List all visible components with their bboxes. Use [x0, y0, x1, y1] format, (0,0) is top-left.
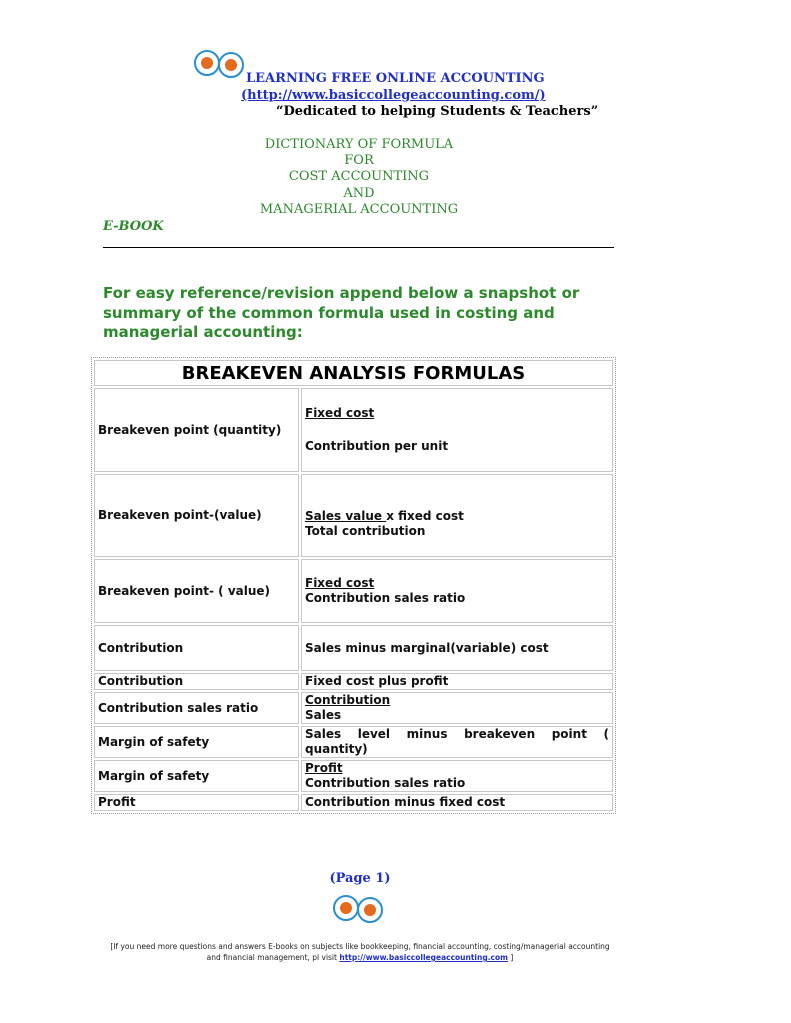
doc-title-line-3: COST ACCOUNTING — [288, 169, 430, 184]
row-formula: Fixed cost plus profit — [301, 673, 613, 690]
row-label: Breakeven point- ( value) — [94, 559, 299, 623]
formula-numerator: Profit — [305, 761, 343, 775]
table-row — [94, 388, 613, 472]
table-row — [94, 474, 613, 557]
row-label: Contribution sales ratio — [94, 692, 299, 724]
formula-denominator: Sales — [305, 708, 342, 722]
table-row — [94, 794, 613, 811]
formula-table — [91, 357, 616, 814]
doc-title-line-4: AND — [343, 186, 375, 201]
formula-numerator: Sales value x fixed cost — [305, 508, 464, 523]
tagline: “Dedicated to helping Students & Teachers” — [276, 104, 599, 119]
row-label: Breakeven point (quantity) — [94, 388, 299, 472]
table-row — [94, 726, 613, 758]
doc-title-line-5: MANAGERIAL ACCOUNTING — [259, 202, 459, 217]
footer-text: [If you need more questions and answers E-books on subjects like bookkeeping, financial accounting, costing/managerial accounting and financial management, pl visit — [110, 942, 610, 962]
site-title: LEARNING FREE ONLINE ACCOUNTING — [246, 71, 545, 86]
row-formula — [301, 474, 613, 557]
footer-link[interactable]: http://www.basiccollegeaccounting.com — [339, 953, 508, 962]
row-formula: Contribution minus fixed cost — [301, 794, 613, 811]
formula-denominator: Contribution sales ratio — [305, 591, 466, 605]
formula-numerator: Contribution — [305, 693, 391, 707]
page-number: (Page 1) — [329, 871, 391, 886]
row-label: Margin of safety — [94, 726, 299, 758]
footer-logo-icon — [333, 893, 387, 923]
row-label: Profit — [94, 794, 299, 811]
intro-text: For easy reference/revision append below a snapshot or summary of the common formula used in costing and managerial accounting: — [103, 284, 580, 341]
table-row — [94, 692, 613, 724]
table-title: BREAKEVEN ANALYSIS FORMULAS — [94, 360, 613, 386]
doc-title-line-1: DICTIONARY OF FORMULA — [264, 137, 454, 152]
table-row — [94, 760, 613, 792]
row-label: Margin of safety — [94, 760, 299, 792]
formula-denominator: Total contribution — [305, 523, 426, 538]
ebook-label: E-BOOK — [103, 219, 164, 234]
divider — [103, 247, 614, 248]
row-label: Contribution — [94, 625, 299, 671]
site-logo-icon — [194, 48, 248, 78]
formula-numerator: Fixed cost — [305, 576, 375, 590]
row-formula: Sales minus marginal(variable) cost — [301, 625, 613, 671]
table-row — [94, 673, 613, 690]
site-url-link[interactable]: (http://www.basiccollegeaccounting.com/) — [241, 88, 546, 103]
doc-title-line-2: FOR — [344, 153, 374, 168]
row-label: Contribution — [94, 673, 299, 690]
row-formula — [301, 559, 613, 623]
formula-denominator: Contribution per unit — [305, 439, 449, 453]
footer-note — [110, 941, 610, 963]
formula-numerator: Fixed cost — [305, 406, 375, 420]
formula-denominator: Contribution sales ratio — [305, 776, 466, 790]
row-label: Breakeven point-(value) — [94, 474, 299, 557]
table-row — [94, 559, 613, 623]
footer-text-end: ] — [510, 953, 514, 962]
row-formula — [301, 388, 613, 472]
row-formula — [301, 692, 613, 724]
table-row — [94, 625, 613, 671]
row-formula — [301, 760, 613, 792]
row-formula: Sales level minus breakeven point ( quantity) — [301, 726, 613, 758]
